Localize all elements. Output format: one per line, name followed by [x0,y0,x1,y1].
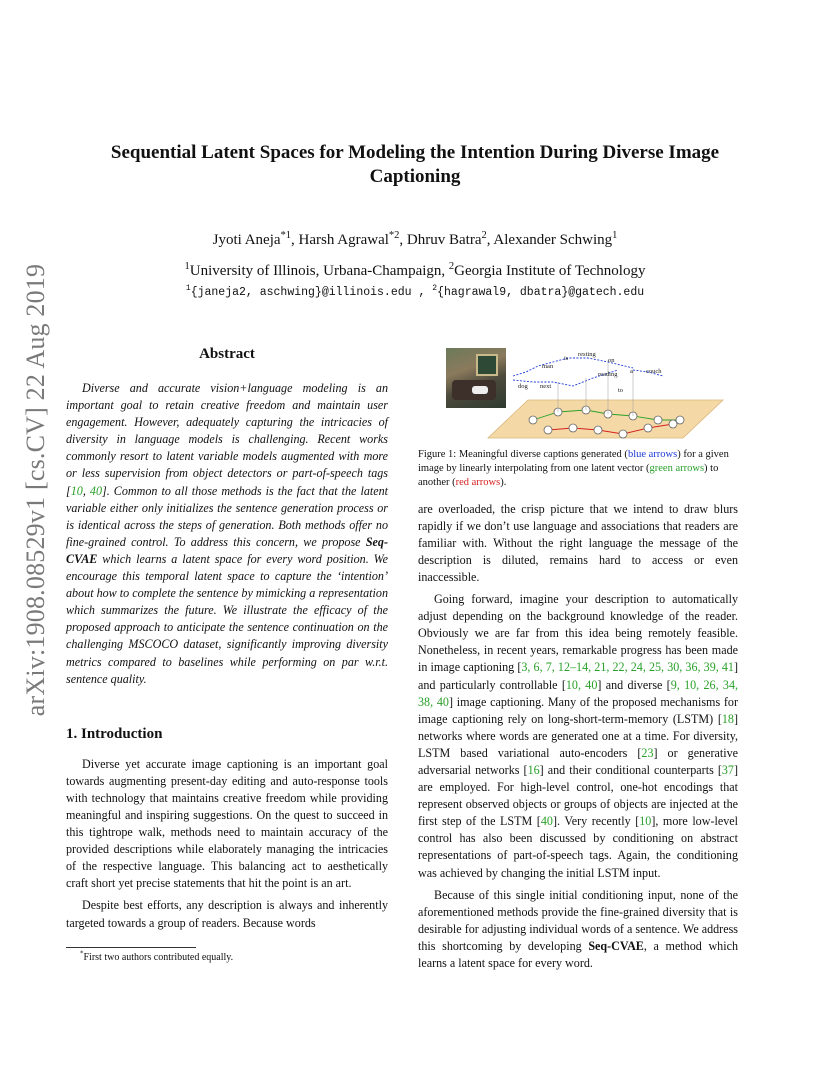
para-part: Going forward, imagine your description to automatically adjust depending on the background knowledge of the reader. Obviously we are far from this idea being remotely feasible. Nonetheless, in recent years, remarkable progress has been made in image captioning [ [418,592,738,675]
email-sup: 1 [185,284,191,294]
emails [80,286,750,299]
caption-red: red arrows [455,477,501,489]
citation-link[interactable]: 18 [721,711,734,726]
word-is: is [564,355,569,362]
abstract-part: , [82,483,90,498]
method-name: Seq-CVAE [66,534,388,566]
arxiv-id: arXiv:1908.08529v1 [cs.CV] 22 Aug 2019 [21,263,50,717]
arxiv-watermark [14,263,58,717]
citation-link[interactable]: 16 [527,763,540,778]
title-line-1: Sequential Latent Spaces for Modeling the Intention During Diverse Image [110,142,720,163]
abstract-text [66,380,388,688]
author-name: Harsh Agrawal [298,232,389,248]
citation-link[interactable]: 23 [641,745,654,760]
paper-title [80,141,750,189]
footnote-text: First two authors contributed equally. [83,952,234,963]
word-couch: couch [646,368,662,375]
word-on: on [608,357,615,364]
author-sup: 2 [481,230,487,241]
caption-blue: blue arrows [627,449,678,460]
affil-sup: 1 [184,261,190,272]
citation-link[interactable]: 10 [70,483,83,498]
figure-diagram [418,348,738,440]
left-column [66,346,388,937]
abstract-part: ]. Common to all those methods is the fact that the latent variable either only initializes the sentence generation process or is identical across the steps of generation. Both methods offer no fine-grained control. To address this concern, we propose [66,483,389,549]
intro-paragraph-2: Despite best efforts, any description is always and inherently targeted towards a group of readers. Because words [66,898,388,930]
right-column [418,346,738,977]
citation-link[interactable]: 10, 40 [565,677,598,692]
email-text: {janeja2, aschwing}@illinois.edu , [190,286,433,299]
word-to: to [618,387,624,394]
right-paragraph-1: are overloaded, the crisp picture that we intend to draw blurs rapidly if we don’t use language and associations that readers are familiar with. Without the right language the message of the description is diluted, remains hard to access or even inaccessible. [418,501,738,584]
footnote-rule [66,947,196,948]
caption-part: ). [500,477,507,489]
footnote [80,949,234,963]
para-part: ] networks where words are generated one at a time. For diversity, LSTM based variational auto-encoders [ [418,711,738,760]
right-paragraph-2 [418,591,738,882]
word-reading: reading [598,371,618,378]
para-part: ] and diverse [ [597,677,671,692]
author-name: Jyoti Aneja [212,232,281,248]
right-paragraph-3 [418,887,738,972]
affil-name: Georgia Institute of Technology [454,263,646,279]
word-a: a [630,368,633,375]
author-sup: *2 [388,230,400,241]
citation-link[interactable]: 40 [89,483,102,498]
author-sup: 1 [612,230,618,241]
citation-link[interactable]: 40 [540,814,553,829]
caption-part: ) for a given image by linearly interpolating from one latent vector ( [418,449,729,475]
affil-sup: 2 [448,261,455,272]
word-next: next [540,383,552,390]
citation-link[interactable]: 37 [721,763,734,778]
para-part: , a method which learns a latent space for every word. [418,938,738,971]
author-list: Jyoti Aneja$^{*1}$, Harsh Agrawal$^{*2}$, Dhruv Batra$^2$, Alexander Schwing$^1$ [212,230,618,248]
affiliations [80,263,750,280]
intro-heading: 1. Introduction [66,725,163,742]
para-part: ]. Very recently [ [552,814,640,829]
intro-paragraph-1: Diverse yet accurate image captioning is an important goal towards augmenting present-day editing and auto-response tools with technology that maintains creative freedom while providing meaningful and inspiring suggestions. On the quest to succeed in this tightrope walk, methods need to maintain accuracy of the provided descriptions while elaborately managing the intricacies of the respective language. This balancing act to aesthetically craft short yet precise statements that hit the point is an art. [66,756,388,891]
para-part: ] image captioning. Many of the proposed mechanisms for image captioning rely on long-short-term-memory (LSTM) [ [418,694,739,726]
footnote-mark: * [80,949,84,958]
para-part: ] and their conditional counterparts [ [539,763,722,778]
para-part: ] and particularly controllable [ [418,660,739,692]
latent-plane [488,400,723,438]
word-dog: dog [518,383,528,390]
method-name: Seq-CVAE [588,938,644,953]
caption-green: green arrows [649,463,705,475]
figure-caption [418,448,738,491]
caption-part: ) to another ( [418,463,719,489]
abstract-part: Diverse and accurate vision+language modeling is an important goal to retain creative freedom and maintain user engagement. However, adequately capturing the intricacies of diversity in language models is challenging. Recent works commonly resort to latent variable models augmented with more or less supervision from object detectors or part-of-speech tags [ [66,381,388,498]
author-sup: *1 [280,230,292,241]
para-part: ], more low-level control has also been discussed by conditioning on abstract representations of part-of-speech tags. Again, the conditioning was achieved by changing the initial LSTM input. [418,814,738,880]
para-part: ] are employed. For high-level control, one-hot encodings that represent observed objects or groups of objects are injected at the first step of the LSTM [ [418,763,738,829]
abstract-heading: Abstract [199,346,255,362]
email-sup: 2 [432,284,438,294]
para-part: Because of this single initial conditioning input, none of the aforementioned methods provide the fine-grained diversity that is desirable for adjusting individual words of a sentence. We address this shortcoming by developing [418,887,738,953]
caption-part: Figure 1: Meaningful diverse captions generated ( [418,449,628,460]
abstract-part: which learns a latent space for every word position. We encourage this temporal latent space to capture the ‘intention’ about how to complete the sentence by mimicking a representation which summarizes the future. We illustrate the efficacy of the proposed approach to anticipate the sentence continuation on the challenging MSCOCO dataset, significantly improving diversity metrics compared to baselines while performing on par w.r.t. sentence quality. [66,551,388,686]
citation-link[interactable]: 9, 10, 26, 34, 38, 40 [418,677,739,709]
figure-1 [418,348,738,440]
word-resting: resting [578,351,596,358]
word-man: man [542,363,554,370]
author-name: Alexander Schwing [493,232,613,248]
author-name: Dhruv Batra [406,232,482,248]
para-part: ] or generative adversarial networks [ [418,745,739,778]
affil-name: University of Illinois, Urbana-Champaign, [189,263,449,279]
email-text: {hagrawal9, dbatra}@gatech.edu [437,286,645,299]
citation-link[interactable]: 10 [639,814,652,829]
citation-link[interactable]: 3, 6, 7, 12–14, 21, 22, 24, 25, 30, 36, 39, 41 [521,660,734,675]
title-line-2: Captioning [369,166,461,187]
